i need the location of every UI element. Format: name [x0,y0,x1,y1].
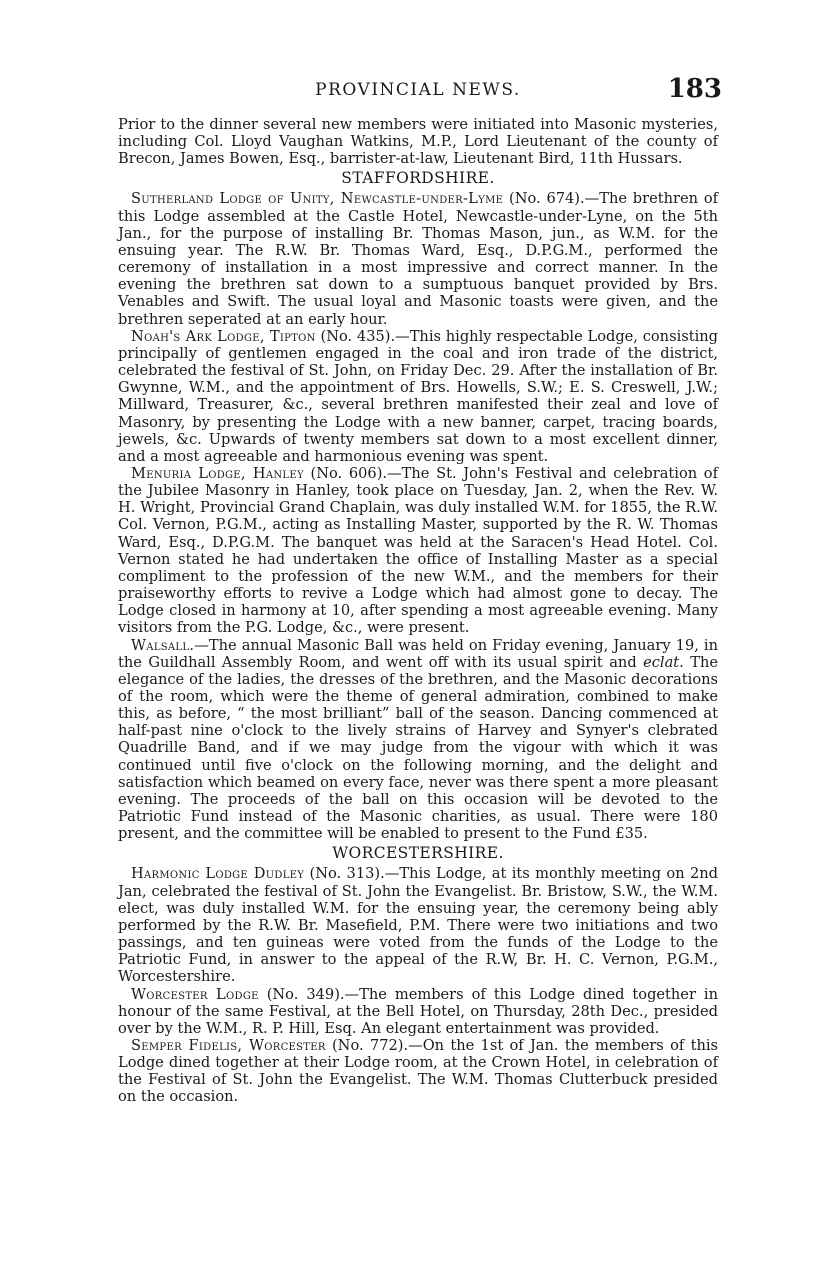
report-text: (No. 606).—The St. John's Festival and celebration of the Jubilee Masonry in Hanley, took place on Tuesday, Jan. 2, when the Rev. W. H. Wright, Provincial Grand Chaplain, was duly installed W.M. for 1855, the R.W. Col. Vernon, P.G.M., acting as Installing Master, supported by the R. W. Thomas Ward, Esq., D.P.G.M. The banquet was held at the Saracen's Head Hotel. Col. Vernon stated he had undertaken the office of Installing Master as a special compliment to the profession of the new W.M., and the members for their praiseworthy efforts to revive a Lodge which had almost gone to decay. The Lodge closed in harmony at 10, after spending a most agreeable evening. Many visitors from the P.G. Lodge, &c., were present. [118,464,718,637]
article-body [118,116,718,1106]
report-lead: Noah's Ark Lodge, Tipton [131,327,316,345]
report-harmonic-lodge [118,865,718,985]
report-text: (No. 674).—The brethren of this Lodge assembled at the Castle Hotel, Newcastle-under-Lyne, on the 5th Jan., for the purpose of installing Br. Thomas Mason, jun., as W.M. for the ensuing year. The R.W. Br. Thomas Ward, Esq., D.P.G.M., performed the ceremony of installation in a most impressive and correct manner. In the evening the brethren sat down to a sumptuous banquet provided by Brs. Venables and Swift. The usual loyal and Masonic toasts were given, and the brethren seperated at an early hour. [118,190,719,328]
report-text: (No. 772).—On the 1st of Jan. the members of this Lodge dined together at their Lodge room, at the Crown Hotel, in celebration of the Festival of St. John the Evangelist. The W.M. Thomas Clutterbuck presided on the occasion. [118,1036,718,1106]
section-heading-staffordshire: STAFFORDSHIRE. [341,169,495,188]
report-worcester-lodge [118,986,718,1037]
report-menuria-lodge [118,465,718,637]
running-head [118,74,722,116]
opening-paragraph: Prior to the dinner several new members were initiated into Masonic mysteries, including Col. Lloyd Vaughan Watkins, M.P., Lord Lieutenant of the county of Brecon, James Bowen, Esq., barrister-at-law, Lieutenant Bird, 11th Hussars. [118,116,718,168]
report-semper-fidelis [118,1037,718,1106]
report-lead: Semper Fidelis, Worcester [131,1036,326,1054]
report-text: (No. 313).—This Lodge, at its monthly meeting on 2nd Jan, celebrated the festival of St. John the Evangelist. Br. Bristow, S.W., the W.M. elect, was duly installed W.M. for the ensuing year, the ceremony being ably performed by the R.W. Br. Masefield, P.M. There were two initiations and two passings, and ten guineas were voted from the funds of the Lodge to the Patriotic Fund, in answer to the appeal of the R.W, Br. H. C. Vernon, P.G.M., Worcestershire. [118,865,718,986]
report-lead: Harmonic Lodge Dudley [131,865,305,883]
report-lead: Walsall. [131,636,195,654]
report-italic-word: eclat. [643,653,684,671]
report-text: (No. 349).—The members of this Lodge dined together in honour of the same Festival, at the Bell Hotel, on Thursday, 28th Dec., presided over by the W.M., R. P. Hill, Esq. An elegant entertainment was provided. [118,985,718,1037]
report-lead: Worcester Lodge [131,985,259,1003]
report-text: (No. 435).—This highly respectable Lodge, consisting principally of gentlemen engaged in the coal and iron trade of the district, celebrated the festival of St. John, on Friday Dec. 29. After the installation of Br. Gwynne, W.M., and the appointment of Brs. Howells, S.W.; E. S. Creswell, J.W.; Millward, Treasurer, &c., several brethren manifested their zeal and love of Masonry, by presenting the Lodge with a new banner, carpet, tracing boards, jewels, &c. Upwards of twenty members sat down to a most excellent dinner, and a most agreeable and harmonious evening was spent. [118,327,718,465]
report-lead: Menuria Lodge, Hanley [131,464,304,482]
report-sutherland-lodge [118,190,718,327]
report-noahs-ark-lodge [118,328,718,465]
page-number: 183 [667,74,722,104]
report-text-after: The elegance of the ladies, the dresses of the brethren, and the Masonic decorations of the room, which were the theme of general admiration, combined to make this, as before, “ the most brilliant” ball of the season. Dancing commenced at half-past nine o'clock to the lively strains of Harvey and Synyer's clebrated Quadrille Band, and if we may judge from the vigour with which it was continued until five o'clock on the following morning, and the delight and satisfaction which beamed on every face, never was there spent a more pleasant evening. The proceeds of the ball on this occasion will be devoted to the Patriotic Fund instead of the Masonic charities, as usual. There were 180 present, and the committee will be enabled to present to the Fund £35. [118,653,718,843]
report-text: —The annual Masonic Ball was held on Friday evening, January 19, in the Guildhall Assembly Room, and went off with its usual spirit and [118,636,718,671]
report-lead: Sutherland Lodge of Unity, Newcastle-under-Lyme [131,190,504,208]
section-heading-worcestershire: WORCESTERSHIRE. [332,844,504,863]
report-walsall [118,637,718,843]
running-head-title: PROVINCIAL NEWS. [315,80,521,100]
